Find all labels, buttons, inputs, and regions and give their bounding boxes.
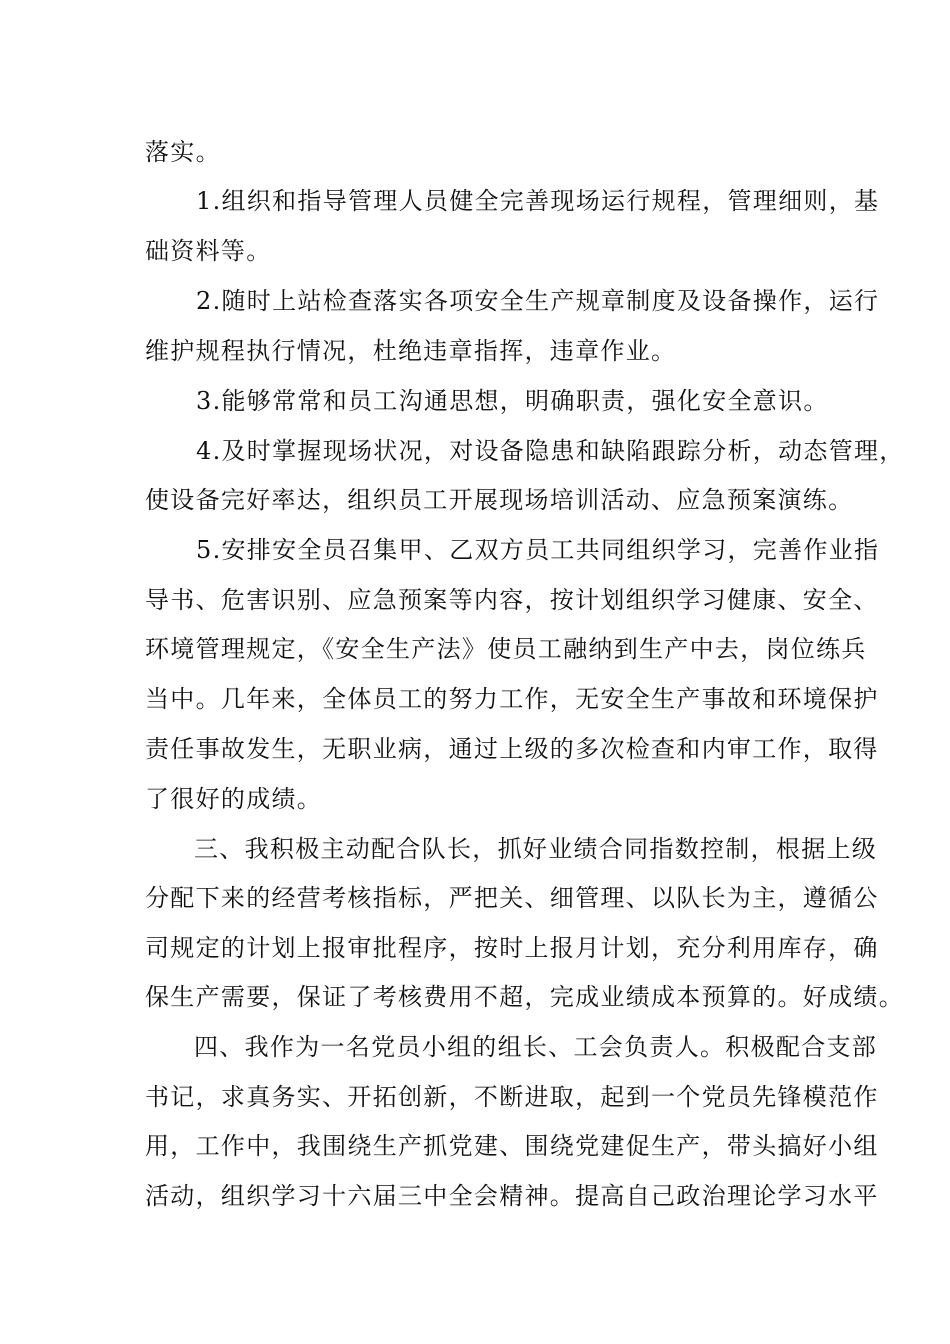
text-line: 落实。 — [145, 138, 221, 166]
text-line: 5.安排安全员召集甲、乙双方员工共同组织学习，完善作业指 — [196, 536, 880, 564]
text-line: 责任事故发生，无职业病，通过上级的多次检查和内审工作，取得 — [145, 735, 879, 763]
text-line: 4.及时掌握现场状况，对设备隐患和缺陷跟踪分析，动态管理， — [196, 437, 905, 465]
text-line: 活动，组织学习十六届三中全会精神。提高自己政治理论学习水平 — [145, 1182, 879, 1210]
text-line: 用，工作中，我围绕生产抓党建、围绕党建促生产，带头搞好小组 — [145, 1132, 879, 1160]
text-line: 3.能够常常和员工沟通思想，明确职责，强化安全意识。 — [196, 387, 829, 415]
text-line: 司规定的计划上报审批程序，按时上报月计划，充分利用库存，确 — [145, 934, 879, 962]
text-line: 四、我作为一名党员小组的组长、工会负责人。积极配合支部 — [194, 1033, 878, 1061]
text-line: 当中。几年来，全体员工的努力工作，无安全生产事故和环境保护 — [145, 685, 879, 713]
text-line: 础资料等。 — [145, 237, 272, 265]
text-line: 分配下来的经营考核指标，严把关、细管理、以队长为主，遵循公 — [145, 884, 879, 912]
text-line: 2.随时上站检查落实各项安全生产规章制度及设备操作，运行 — [196, 287, 880, 315]
text-line: 三、我积极主动配合队长，抓好业绩合同指数控制，根据上级 — [194, 835, 878, 863]
text-line: 维护规程执行情况，杜绝违章指挥，违章作业。 — [145, 337, 677, 365]
text-line: 保生产需要，保证了考核费用不超，完成业绩成本预算的。好成绩。 — [145, 983, 904, 1011]
text-line: 书记，求真务实、开拓创新，不断进取，起到一个党员先锋模范作 — [145, 1083, 879, 1111]
text-line: 导书、危害识别、应急预案等内容，按计划组织学习健康、安全、 — [145, 586, 879, 614]
text-line: 环境管理规定，《安全生产法》使员工融纳到生产中去，岗位练兵 — [145, 635, 867, 663]
text-line: 了很好的成绩。 — [145, 785, 323, 813]
text-line: 1.组织和指导管理人员健全完善现场运行规程，管理细则，基 — [196, 187, 880, 215]
text-line: 使设备完好率达，组织员工开展现场培训活动、应急预案演练。 — [145, 486, 854, 514]
